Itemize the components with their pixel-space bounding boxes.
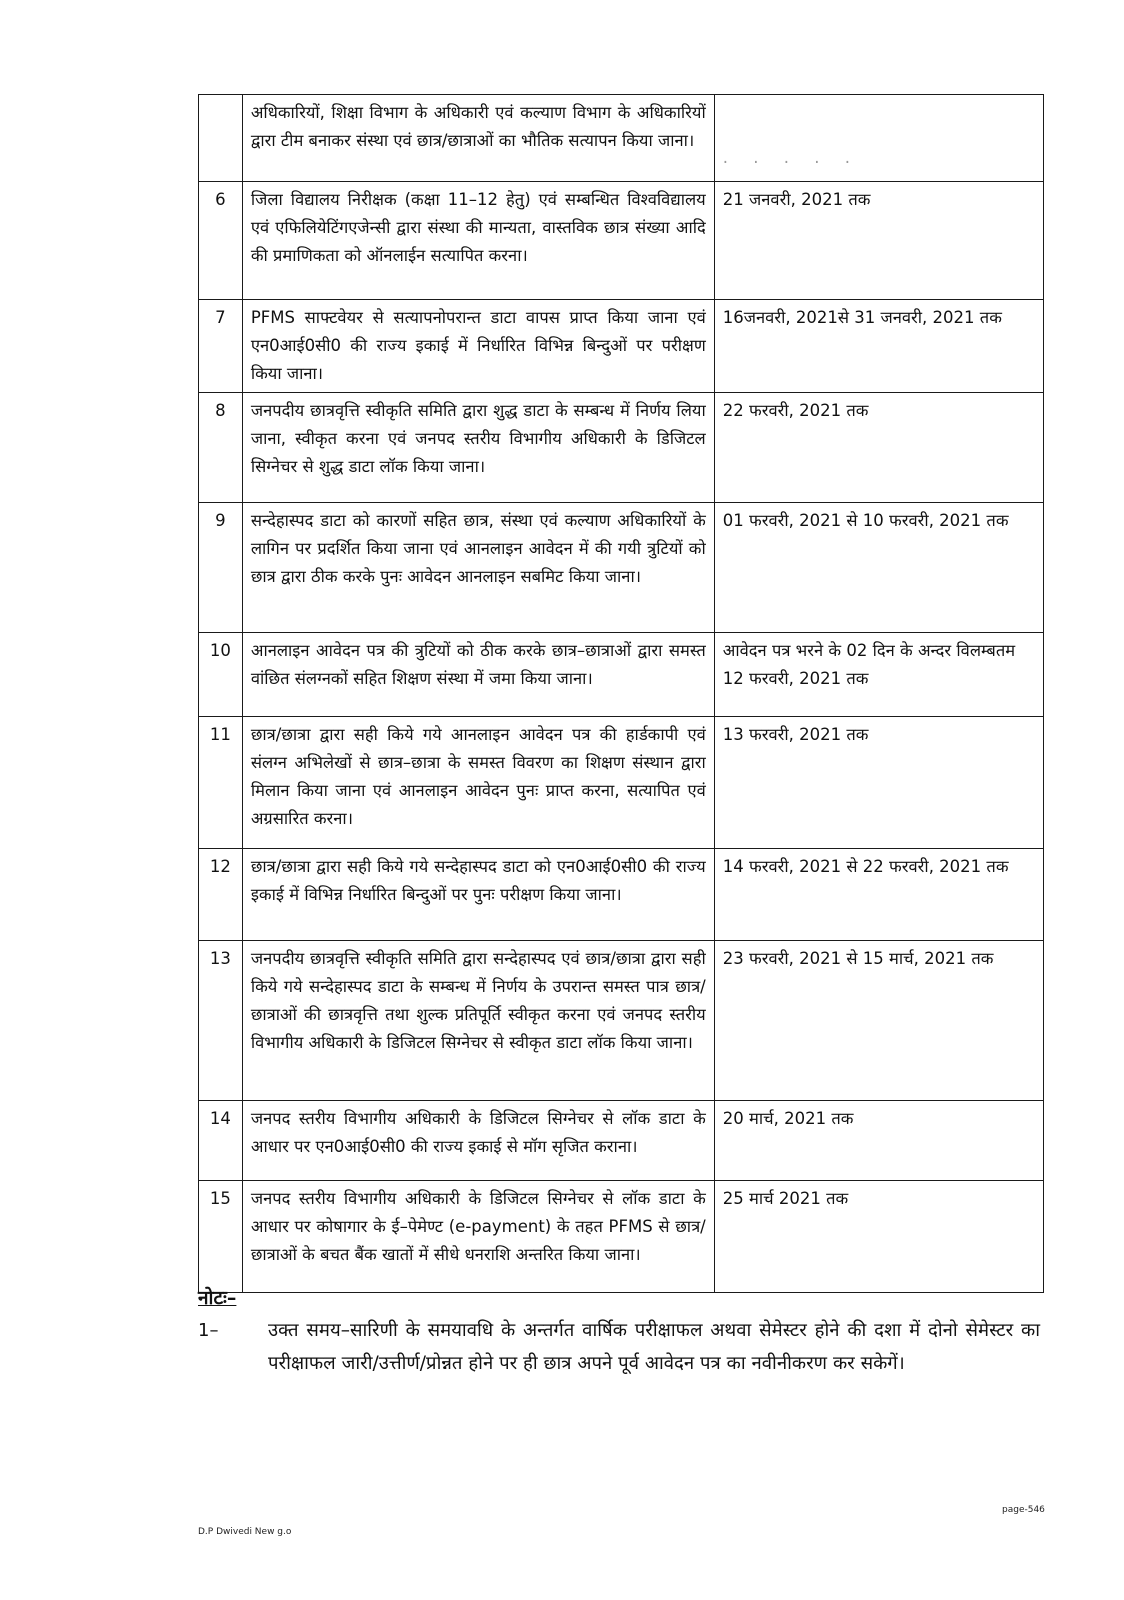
deadline: 22 फरवरी, 2021 तक [714,393,1043,503]
serial-number: 6 [199,182,243,300]
serial-number: 12 [199,849,243,941]
note-heading: नोटः– [198,1287,237,1309]
activity-description: जनपदीय छात्रवृत्ति स्वीकृति समिति द्वारा सन्देहास्पद एवं छात्र/छात्रा द्वारा सही किये गये सन्देहास्पद डाटा के सम्बन्ध में निर्णय के उपरान्त समस्त पात्र छात्र/छात्राओं की छात्रवृत्ति तथा शुल्क प्रतिपूर्ति स्वीकृत करना एवं जनपद स्तरीय विभागीय अधिकारी के डिजिटल सिग्नेचर से स्वीकृत डाटा लॉक किया जाना। [242,941,714,1101]
table-row [199,849,1044,941]
table-row [199,182,1044,300]
serial-number: 10 [199,633,243,717]
activity-description: जनपद स्तरीय विभागीय अधिकारी के डिजिटल सिग्नेचर से लॉक डाटा के आधार पर कोषागार के ई–पेमेण्ट (e-payment) के तहत PFMS से छात्र/ छात्राओं के बचत बैंक खातों में सीधे धनराशि अन्तरित किया जाना। [242,1181,714,1293]
deadline: 01 फरवरी, 2021 से 10 फरवरी, 2021 तक [714,503,1043,633]
page-number: page-546 [1002,1505,1045,1515]
activity-description: जनपद स्तरीय विभागीय अधिकारी के डिजिटल सिग्नेचर से लॉक डाटा के आधार पर एन0आई0सी0 की राज्य इकाई से मॉग सृजित कराना। [242,1101,714,1181]
activity-description: PFMS साफ्टवेयर से सत्यापनोपरान्त डाटा वापस प्राप्त किया जाना एवं एन0आई0सी0 की राज्य इकाई में निर्धारित विभिन्न बिन्दुओं पर परीक्षण किया जाना। [242,300,714,393]
footer-author: D.P Dwivedi New g.o [198,1527,292,1537]
table-row [199,1101,1044,1181]
table-row [199,1181,1044,1293]
serial-number: 13 [199,941,243,1101]
table-row [199,95,1044,182]
activity-description: जिला विद्यालय निरीक्षक (कक्षा 11–12 हेतु) एवं सम्बन्धित विश्वविद्यालय एवं एफिलियेटिंगएजेन्सी द्वारा संस्था की मान्यता, वास्तविक छात्र संख्या आदि की प्रमाणिकता को ऑनलाईन सत्यापित करना। [242,182,714,300]
deadline: 13 फरवरी, 2021 तक [714,717,1043,849]
activity-description: जनपदीय छात्रवृत्ति स्वीकृति समिति द्वारा शुद्ध डाटा के सम्बन्ध में निर्णय लिया जाना, स्वीकृत करना एवं जनपद स्तरीय विभागीय अधिकारी के डिजिटल सिग्नेचर से शुद्ध डाटा लॉक किया जाना। [242,393,714,503]
deadline: 14 फरवरी, 2021 से 22 फरवरी, 2021 तक [714,849,1043,941]
table-row [199,300,1044,393]
serial-number: 15 [199,1181,243,1293]
deadline: 16जनवरी, 2021से 31 जनवरी, 2021 तक [714,300,1043,393]
activity-description: छात्र/छात्रा द्वारा सही किये गये सन्देहास्पद डाटा को एन0आई0सी0 की राज्य इकाई में विभिन्न निर्धारित बिन्दुओं पर पुनः परीक्षण किया जाना। [242,849,714,941]
schedule-table [198,94,1044,1293]
activity-description: छात्र/छात्रा द्वारा सही किये गये आनलाइन आवेदन पत्र की हार्डकापी एवं संलग्न अभिलेखों से छात्र–छात्रा के समस्त विवरण का शिक्षण संस्थान द्वारा मिलान किया जाना एवं आनलाइन आवेदन पुनः प्राप्त करना, सत्यापित एवं अग्रसारित करना। [242,717,714,849]
table-row [199,393,1044,503]
table-row [199,633,1044,717]
deadline: 20 मार्च, 2021 तक [714,1101,1043,1181]
serial-number: 8 [199,393,243,503]
activity-description: सन्देहास्पद डाटा को कारणों सहित छात्र, संस्था एवं कल्याण अधिकारियों के लागिन पर प्रदर्शित किया जाना एवं आनलाइन आवेदन में की गयी त्रुटियों को छात्र द्वारा ठीक करके पुनः आवेदन आनलाइन सबमिट किया जाना। [242,503,714,633]
serial-number: 9 [199,503,243,633]
note-number: 1– [198,1320,219,1341]
table-row [199,503,1044,633]
deadline: आवेदन पत्र भरने के 02 दिन के अन्दर विलम्बतम 12 फरवरी, 2021 तक [714,633,1043,717]
deadline: 23 फरवरी, 2021 से 15 मार्च, 2021 तक [714,941,1043,1101]
serial-number: 14 [199,1101,243,1181]
serial-number: 11 [199,717,243,849]
deadline [714,95,1043,182]
faint-dots: · · · · · [722,153,860,172]
deadline: 25 मार्च 2021 तक [714,1181,1043,1293]
serial-number: 7 [199,300,243,393]
activity-description: आनलाइन आवेदन पत्र की त्रुटियों को ठीक करके छात्र–छात्राओं द्वारा समस्त वांछित संलग्नकों सहित शिक्षण संस्था में जमा किया जाना। [242,633,714,717]
deadline: 21 जनवरी, 2021 तक [714,182,1043,300]
serial-number [199,95,243,182]
activity-description: अधिकारियों, शिक्षा विभाग के अधिकारी एवं कल्याण विभाग के अधिकारियों द्वारा टीम बनाकर संस्था एवं छात्र/छात्राओं का भौतिक सत्यापन किया जाना। [242,95,714,182]
table-row [199,941,1044,1101]
note-text: उक्त समय–सारिणी के समयावधि के अन्तर्गत वार्षिक परीक्षाफल अथवा सेमेस्टर होने की दशा में दोनो सेमेस्टर का परीक्षाफल जारी/उत्तीर्ण/प्रोन्नत होने पर ही छात्र अपने पूर्व आवेदन पत्र का नवीनीकरण कर सकेगें। [268,1320,1040,1374]
table-row [199,717,1044,849]
